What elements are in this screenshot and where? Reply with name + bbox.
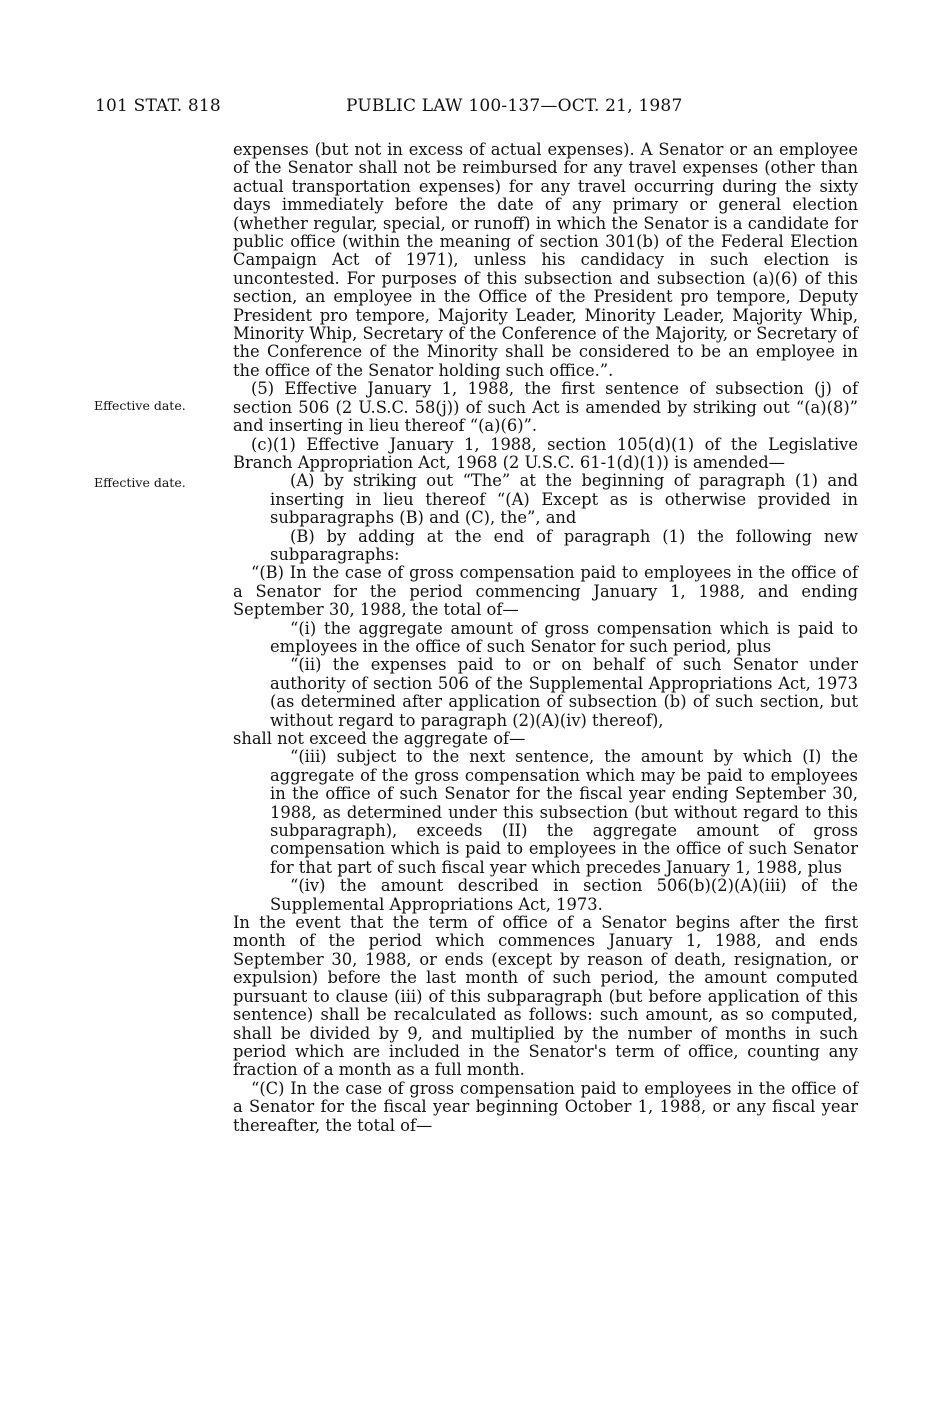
paragraph: “(B) In the case of gross compensation paid to employees in the office of a Senator for the period commencing January 1, 1988, and ending September 30, 1988, the total of—	[233, 563, 858, 620]
paragraph: (5) Effective January 1, 1988, the first sentence of subsection (j) of section 506 (2 U.S.C. 58(j)) of such Act is amended by striking out “(a)(8)” and inserting in lieu thereof “(a)(6)”.	[233, 379, 858, 436]
paragraph: (B) by adding at the end of paragraph (1) the following new subparagraphs:	[270, 526, 858, 564]
margin-note-effective-date: Effective date.	[94, 475, 186, 490]
margin-note-effective-date: Effective date.	[94, 398, 186, 413]
paragraph: “(C) In the case of gross compensation paid to employees in the office of a Senator for the fiscal year beginning October 1, 1988, or any fiscal year thereafter, the total of—	[233, 1078, 858, 1135]
paragraph: “(iii) subject to the next sentence, the amount by which (I) the aggregate of the gross compensation which may be paid to employees in the office of such Senator for the fiscal year ending September 30, 1988, as determined under this subsection (but without regard to this subparagraph), exceeds (II) the aggregate amount of gross compensation which is paid to employees in the office of such Senator for that part of such fiscal year which precedes January 1, 1988, plus	[270, 747, 858, 877]
paragraph: “(ii) the expenses paid to or on behalf of such Senator under authority of section 506 of the Supplemental Appropriations Act, 1973 (as determined after application of subsection (b) of such section, but without regard to paragraph (2)(A)(iv) thereof),	[270, 655, 858, 730]
law-title-header: PUBLIC LAW 100-137—OCT. 21, 1987	[346, 96, 683, 116]
paragraph: expenses (but not in excess of actual expenses). A Senator or an employee of the Senator shall not be reimbursed for any travel expenses (other than actual transportation expenses) for any travel occurring during the sixty days immediately before the date of any primary or general election (whether regular, special, or runoff) in which the Senator is a candidate for public office (within the meaning of section 301(b) of the Federal Election Campaign Act of 1971), unless his candidacy in such election is uncontested. For purposes of this subsection and subsection (a)(6) of this section, an employee in the Office of the President pro tempore, Deputy President pro tempore, Majority Leader, Minority Leader, Majority Whip, Minority Whip, Secretary of the Conference of the Majority, or Secretary of the Conference of the Minority shall be considered to be an employee in the office of the Senator holding such office.”.	[233, 140, 858, 380]
paragraph: shall not exceed the aggregate of—	[233, 729, 526, 748]
stat-page-number: 101 STAT. 818	[95, 96, 221, 116]
paragraph: (A) by striking out “The” at the beginning of paragraph (1) and inserting in lieu thereof “(A) Except as is otherwise provided in subparagraphs (B) and (C), the”, and	[270, 471, 858, 528]
paragraph: “(i) the aggregate amount of gross compensation which is paid to employees in the office of such Senator for such period, plus	[270, 618, 858, 656]
paragraph: (c)(1) Effective January 1, 1988, section 105(d)(1) of the Legislative Branch Appropriation Act, 1968 (2 U.S.C. 61-1(d)(1)) is amended—	[233, 434, 858, 472]
paragraph: “(iv) the amount described in section 506(b)(2)(A)(iii) of the Supplemental Appropriations Act, 1973.	[270, 876, 858, 914]
statute-body	[233, 141, 858, 1135]
paragraph: In the event that the term of office of a Senator begins after the first month of the period which commences January 1, 1988, and ends September 30, 1988, or ends (except by reason of death, resignation, or expulsion) before the last month of such period, the amount computed pursuant to clause (iii) of this subparagraph (but before application of this sentence) shall be recalculated as follows: such amount, as so computed, shall be divided by 9, and multiplied by the number of months in such period which are included in the Senator's term of office, counting any fraction of a month as a full month.	[233, 913, 858, 1080]
